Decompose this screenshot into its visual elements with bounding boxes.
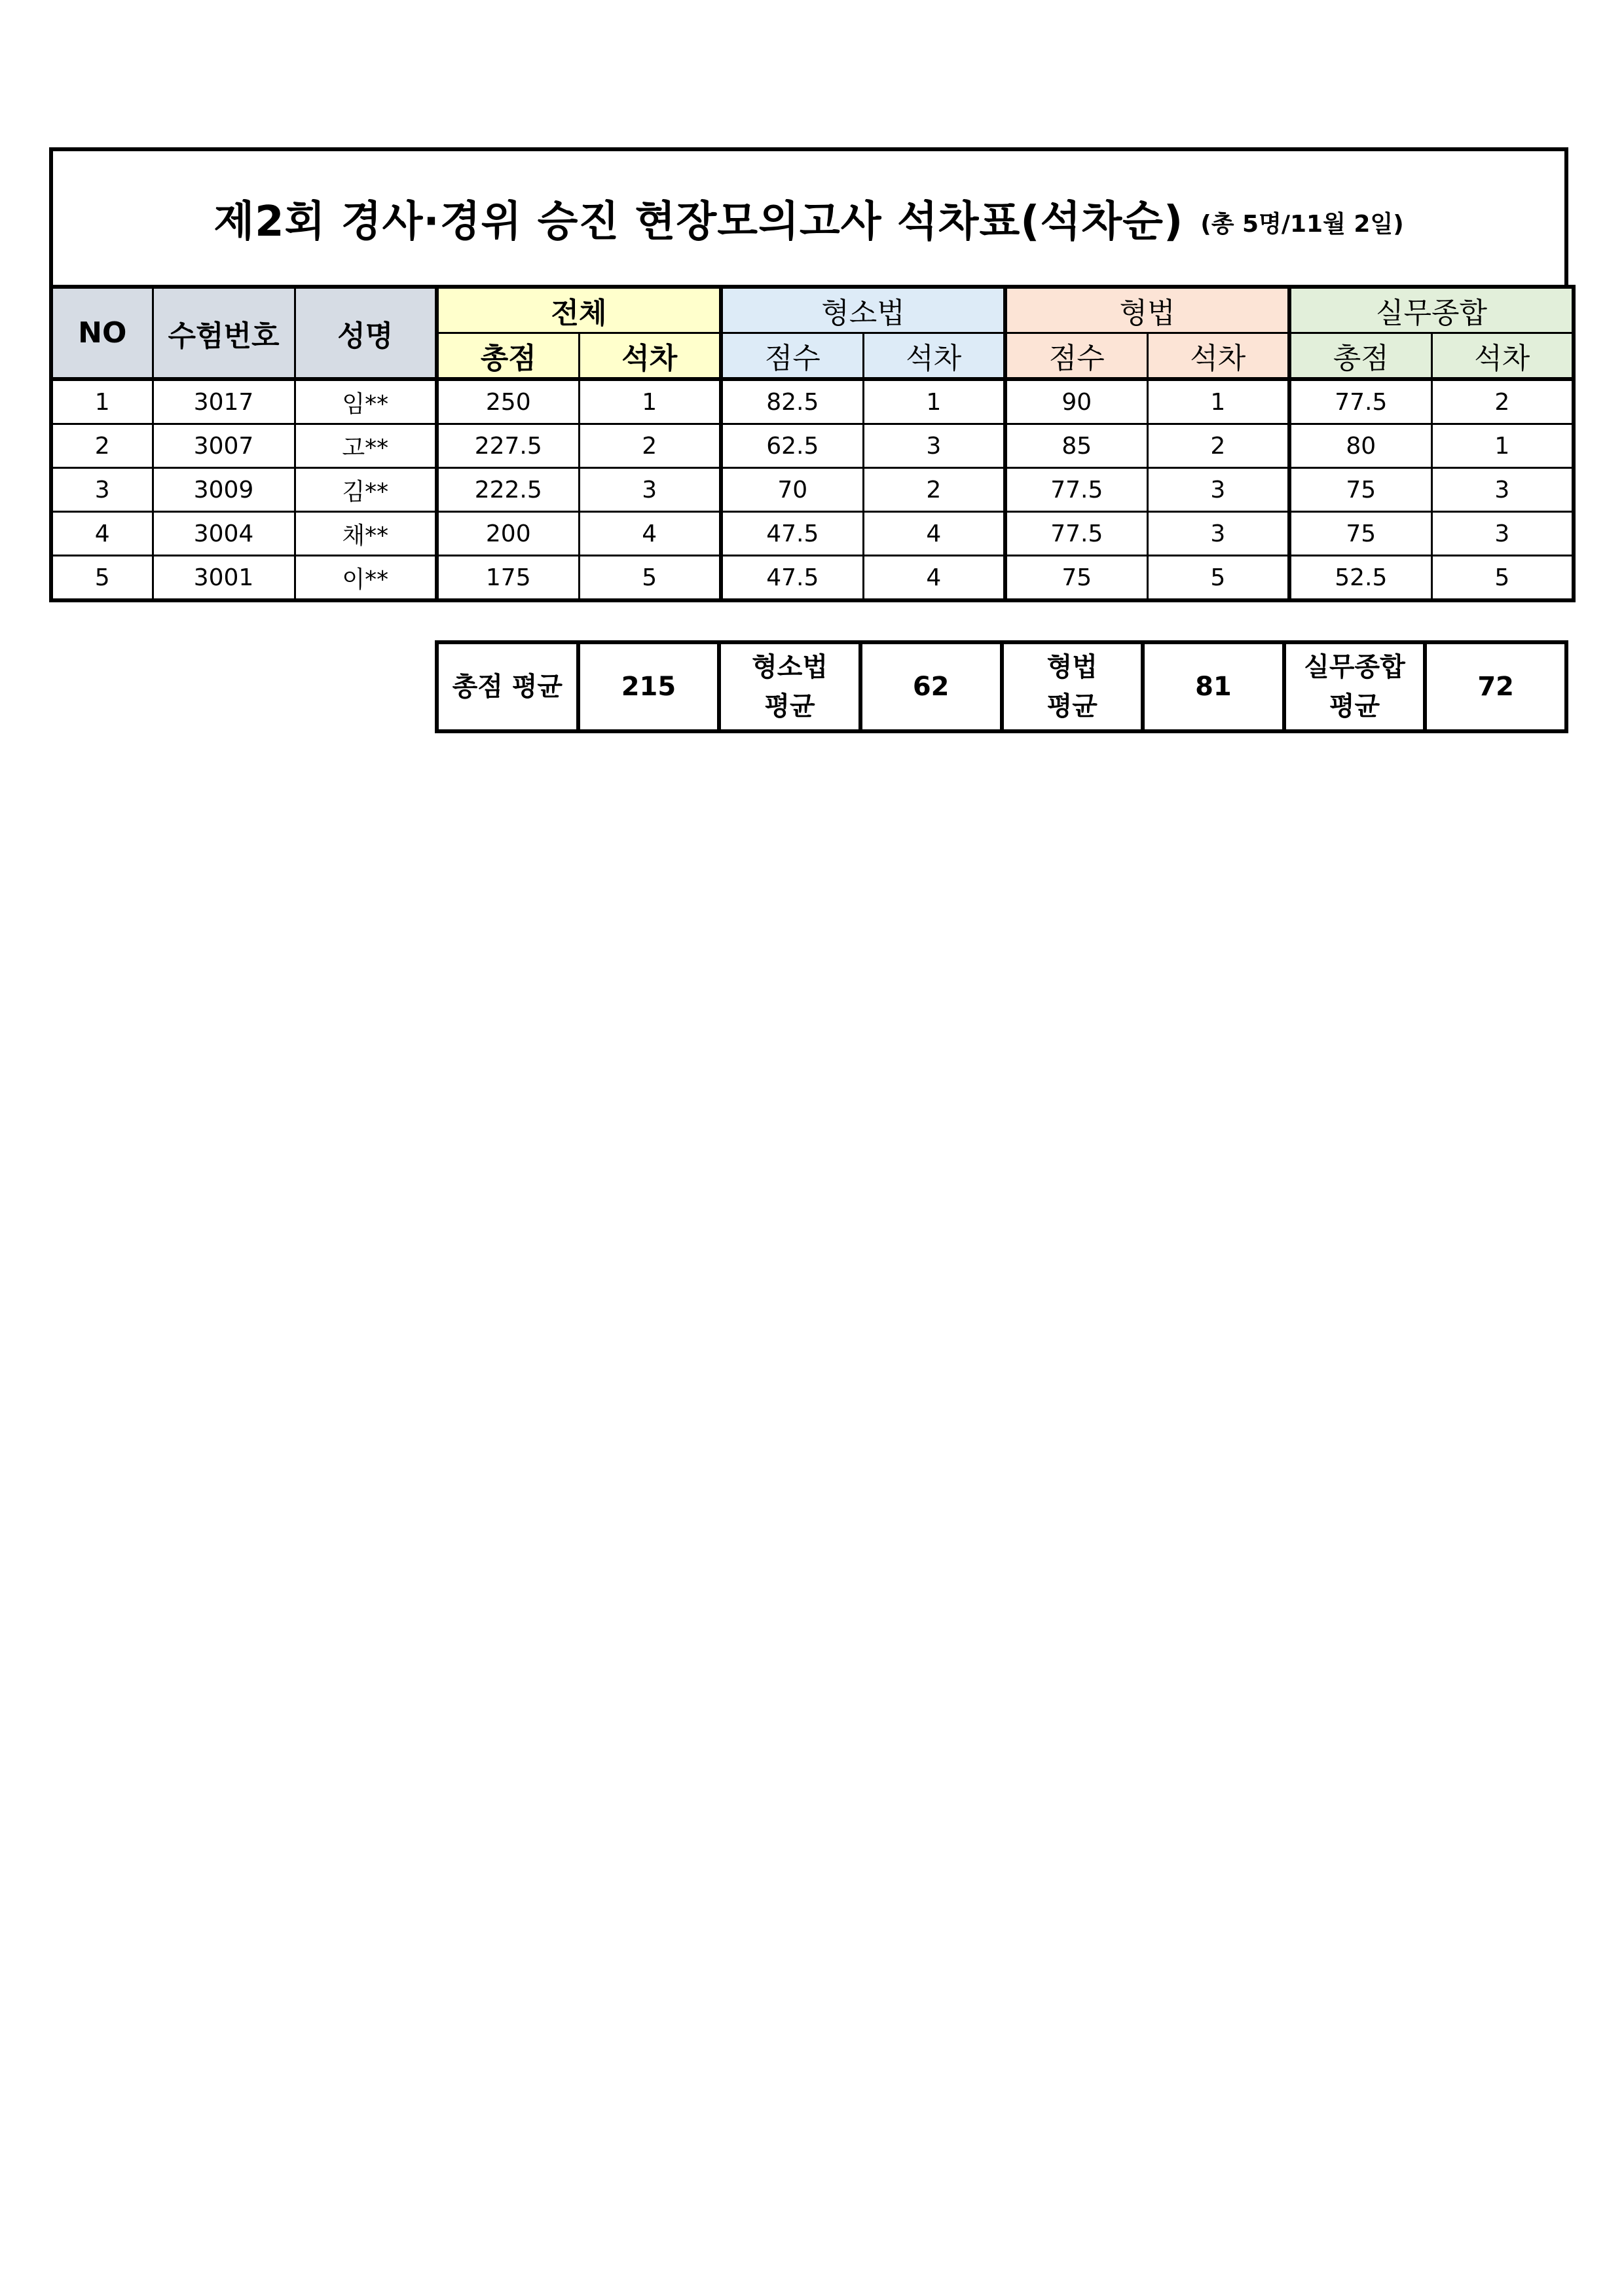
cell-total-rank: 5 [579,556,721,601]
cell-crim-law-rank: 5 [1147,556,1289,601]
cell-crim-proc-rank: 4 [863,512,1005,556]
page-title: 제2회 경사·경위 승진 현장모의고사 석차표(석차순) [213,198,1184,246]
table-row [51,468,1574,512]
cell-exam-no: 3017 [153,379,295,424]
cell-crim-proc: 70 [721,468,863,512]
cell-crim-proc-rank: 2 [863,468,1005,512]
cell-no: 5 [51,556,153,601]
cell-practice-rank: 3 [1431,512,1574,556]
cell-total-rank: 3 [579,468,721,512]
summary-total-avg-value: 215 [578,642,720,731]
header-exam-no: 수험번호 [153,287,295,379]
cell-crim-law: 77.5 [1005,512,1147,556]
summary-table [435,640,1568,733]
summary-crim-proc-avg-value: 62 [860,642,1002,731]
results-table [49,285,1576,602]
summary-crim-law-avg-value: 81 [1143,642,1284,731]
cell-practice: 77.5 [1289,379,1431,424]
summary-crim-proc-avg-label-line2: 평균 [764,691,815,721]
cell-no: 4 [51,512,153,556]
cell-practice-rank: 1 [1431,424,1574,468]
summary-practice-avg-label-line1: 실무종합 [1304,652,1405,682]
summary-crim-law-avg-label-line1: 형법 [1046,652,1098,682]
cell-crim-proc: 82.5 [721,379,863,424]
cell-crim-law-rank: 1 [1147,379,1289,424]
header-practice-rank: 석차 [1431,333,1574,380]
page-subtitle: (총 5명/11월 2일) [1200,210,1404,238]
summary-crim-law-avg-label [1002,642,1143,731]
table-row [51,379,1574,424]
cell-name: 고** [295,424,437,468]
cell-crim-proc: 47.5 [721,512,863,556]
cell-crim-proc-rank: 1 [863,379,1005,424]
header-group-overall: 전체 [437,287,721,333]
cell-name: 김** [295,468,437,512]
cell-crim-proc-rank: 4 [863,556,1005,601]
header-group-crim-law: 형법 [1005,287,1289,333]
summary-crim-law-avg-label-line2: 평균 [1046,691,1098,721]
table-row [51,556,1574,601]
cell-crim-law: 85 [1005,424,1147,468]
summary-crim-proc-avg-label-line1: 형소법 [752,652,828,682]
cell-name: 채** [295,512,437,556]
summary-practice-avg-label [1284,642,1426,731]
table-row [51,512,1574,556]
cell-no: 2 [51,424,153,468]
cell-total: 222.5 [437,468,579,512]
cell-crim-law: 77.5 [1005,468,1147,512]
cell-exam-no: 3007 [153,424,295,468]
cell-practice-rank: 3 [1431,468,1574,512]
cell-total-rank: 2 [579,424,721,468]
cell-name: 임** [295,379,437,424]
header-crim-proc-score: 점수 [721,333,863,380]
title-box [49,147,1568,285]
cell-exam-no: 3004 [153,512,295,556]
cell-exam-no: 3009 [153,468,295,512]
cell-crim-proc: 47.5 [721,556,863,601]
summary-total-avg-label: 총점 평균 [437,642,578,731]
cell-exam-no: 3001 [153,556,295,601]
header-name: 성명 [295,287,437,379]
cell-practice: 75 [1289,512,1431,556]
cell-practice: 52.5 [1289,556,1431,601]
cell-total-rank: 1 [579,379,721,424]
header-no: NO [51,287,153,379]
cell-crim-law-rank: 2 [1147,424,1289,468]
cell-practice-rank: 5 [1431,556,1574,601]
cell-total: 175 [437,556,579,601]
header-group-practice: 실무종합 [1289,287,1574,333]
cell-total-rank: 4 [579,512,721,556]
cell-no: 3 [51,468,153,512]
cell-total: 250 [437,379,579,424]
cell-total: 200 [437,512,579,556]
cell-crim-law-rank: 3 [1147,468,1289,512]
cell-crim-law-rank: 3 [1147,512,1289,556]
header-crim-law-score: 점수 [1005,333,1147,380]
cell-practice: 75 [1289,468,1431,512]
cell-practice: 80 [1289,424,1431,468]
header-crim-proc-rank: 석차 [863,333,1005,380]
header-crim-law-rank: 석차 [1147,333,1289,380]
cell-crim-law: 90 [1005,379,1147,424]
header-practice-total: 총점 [1289,333,1431,380]
cell-crim-proc-rank: 3 [863,424,1005,468]
header-overall-rank: 석차 [579,333,721,380]
cell-name: 이** [295,556,437,601]
header-overall-total: 총점 [437,333,579,380]
cell-crim-law: 75 [1005,556,1147,601]
cell-no: 1 [51,379,153,424]
cell-crim-proc: 62.5 [721,424,863,468]
summary-practice-avg-value: 72 [1425,642,1566,731]
cell-practice-rank: 2 [1431,379,1574,424]
cell-total: 227.5 [437,424,579,468]
header-group-crim-proc: 형소법 [721,287,1005,333]
table-row [51,424,1574,468]
summary-crim-proc-avg-label [719,642,860,731]
summary-practice-avg-label-line2: 평균 [1329,691,1380,721]
